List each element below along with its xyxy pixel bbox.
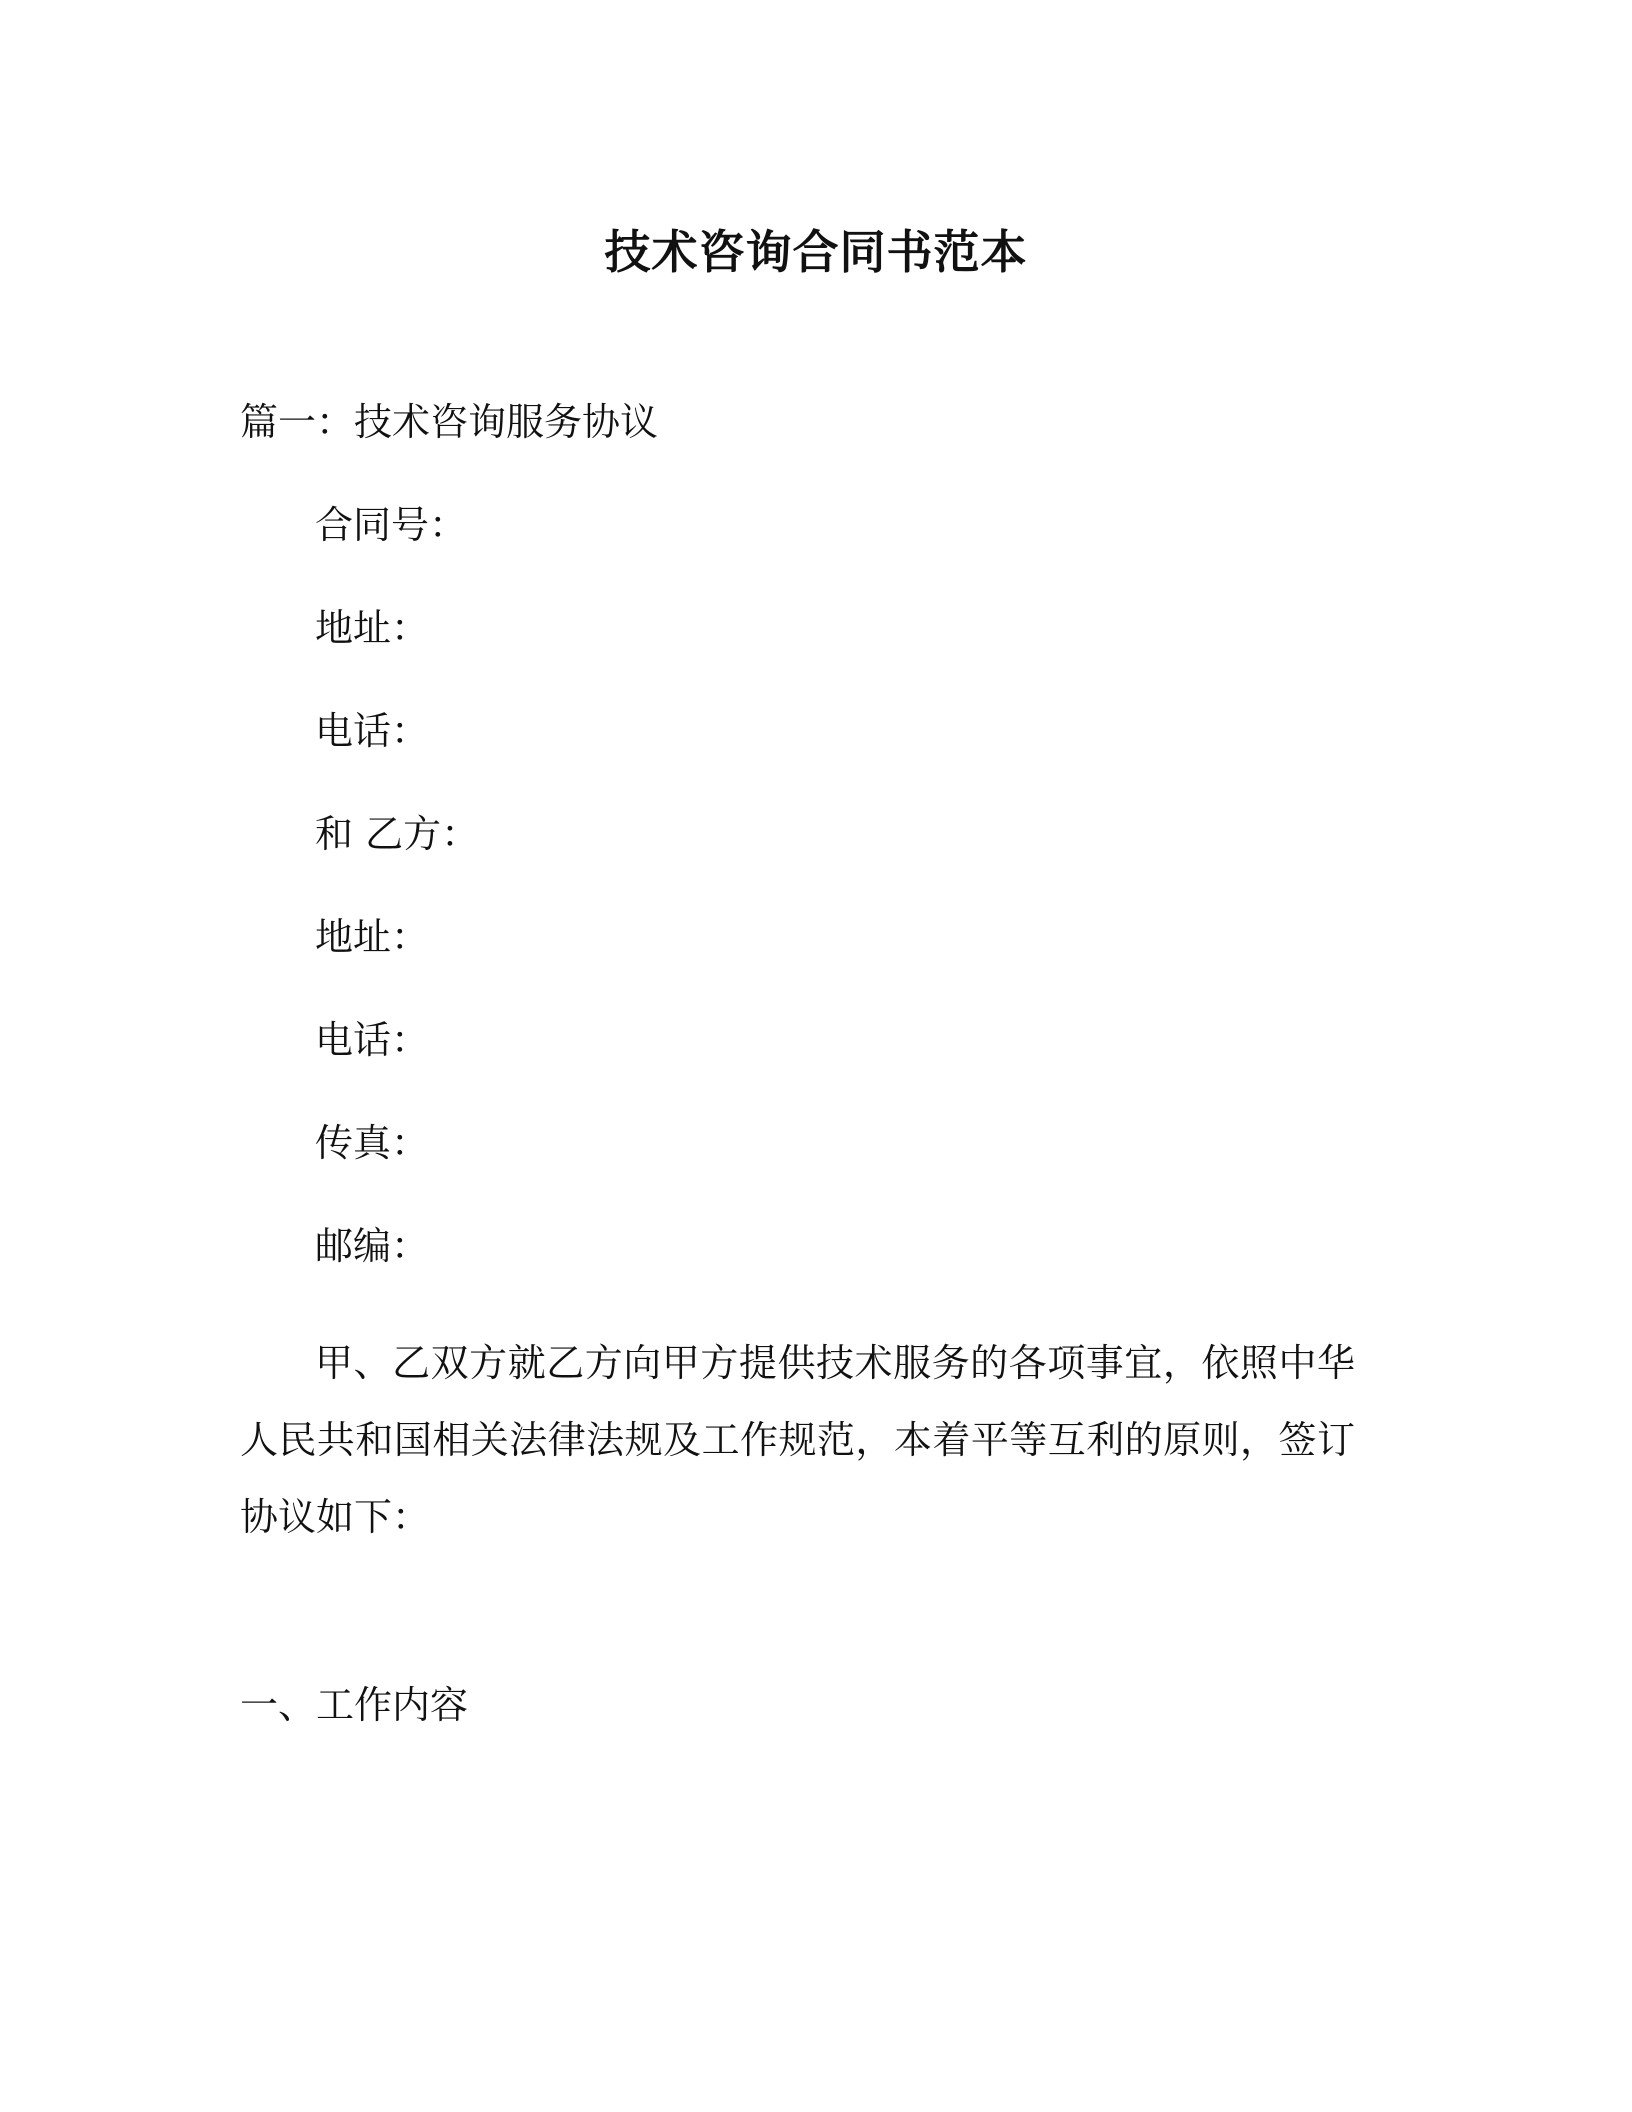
contract-number-label: 合同号： xyxy=(315,503,468,547)
party-a-phone-label: 电话： xyxy=(315,709,430,753)
party-b-label: 和 乙方： xyxy=(315,812,480,856)
section-heading: 篇一：技术咨询服务协议 xyxy=(240,400,659,444)
intro-paragraph: 甲、乙双方就乙方向甲方提供技术服务的各项事宜，依照中华人民共和国相关法律法规及工作规范，本着平等互利的原则，签订协议如下： xyxy=(240,1341,1355,1539)
document-title: 技术咨询合同书范本 xyxy=(604,225,1028,279)
party-a-address-label: 地址： xyxy=(315,606,430,650)
postcode-label: 邮编： xyxy=(315,1224,430,1268)
article-heading: 一、工作内容 xyxy=(240,1683,469,1727)
party-b-phone-label: 电话： xyxy=(315,1018,430,1062)
fax-label: 传真： xyxy=(315,1121,430,1165)
party-b-address-label: 地址： xyxy=(315,915,430,959)
